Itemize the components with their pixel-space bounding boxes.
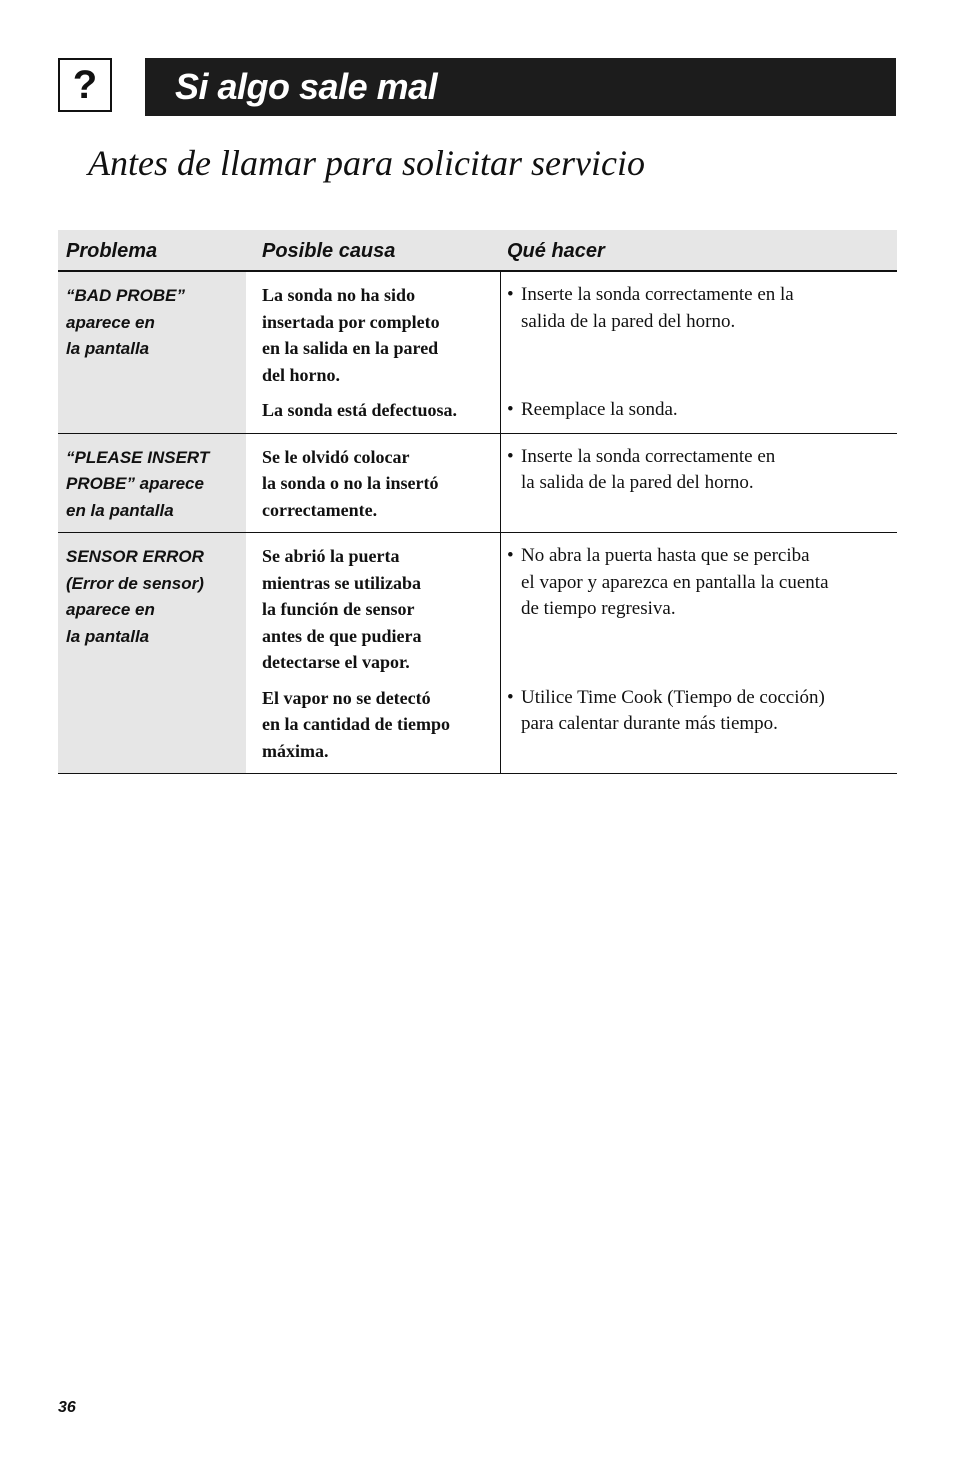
cause-cell: La sonda no ha sido insertada por completo en la salida en la pared del horno.	[246, 272, 501, 388]
fix-cell	[501, 676, 897, 774]
problem-cell: “PLEASE INSERT PROBE” aparece en la pantalla	[58, 434, 246, 533]
bullet-icon: •	[507, 284, 514, 305]
cause-fix-pair	[246, 676, 897, 774]
cause-cell: Se abrió la puerta mientras se utilizaba la función de sensor antes de que pudiera detectarse el vapor.	[246, 533, 501, 676]
fix-cell	[501, 434, 897, 533]
table-header	[58, 230, 897, 272]
table-row	[58, 434, 897, 534]
table-row	[58, 533, 897, 774]
fix-text: Reemplace la sonda.	[521, 399, 678, 420]
cause-cell: El vapor no se detectó en la cantidad de tiempo máxima.	[246, 676, 501, 774]
fix-text: Utilice Time Cook (Tiempo de cocción) para calentar durante más tiempo.	[521, 686, 825, 734]
table-row	[58, 272, 897, 434]
bullet-icon: •	[507, 399, 514, 420]
fix-cell	[501, 533, 897, 676]
cause-fix-pair	[246, 434, 897, 533]
page-subtitle: Antes de llamar para solicitar servicio	[88, 143, 645, 183]
page-number: 36	[58, 1399, 76, 1416]
fix-text: Inserte la sonda correctamente en la salida de la pared del horno.	[521, 284, 794, 332]
fix-text: Inserte la sonda correctamente en la salida de la pared del horno.	[521, 445, 776, 493]
section-title: Si algo sale mal	[175, 66, 438, 107]
cause-fix-pair	[246, 533, 897, 676]
cause-cell: Se le olvidó colocar la sonda o no la insertó correctamente.	[246, 434, 501, 533]
column-header-problem: Problema	[66, 240, 158, 262]
bullet-icon: •	[507, 545, 514, 566]
fix-cell	[501, 272, 897, 388]
bullet-icon: •	[507, 686, 514, 708]
bullet-icon: •	[507, 445, 514, 467]
fix-text: No abra la puerta hasta que se perciba el vapor y aparezca en pantalla la cuenta de tiempo regresiva.	[521, 545, 829, 619]
section-title-bar	[145, 58, 896, 116]
column-header-action: Qué hacer	[507, 240, 605, 262]
cause-cell: La sonda está defectuosa.	[246, 388, 501, 433]
fix-cell	[501, 388, 897, 433]
cause-fix-pair	[246, 272, 897, 388]
problem-cell: SENSOR ERROR (Error de sensor) aparece en la pantalla	[58, 533, 246, 773]
cause-fix-pair	[246, 388, 897, 433]
problem-cell: “BAD PROBE” aparece en la pantalla	[58, 272, 246, 433]
column-header-cause: Posible causa	[262, 240, 396, 262]
troubleshooting-table	[58, 230, 897, 774]
question-mark-icon: ?	[58, 58, 112, 112]
